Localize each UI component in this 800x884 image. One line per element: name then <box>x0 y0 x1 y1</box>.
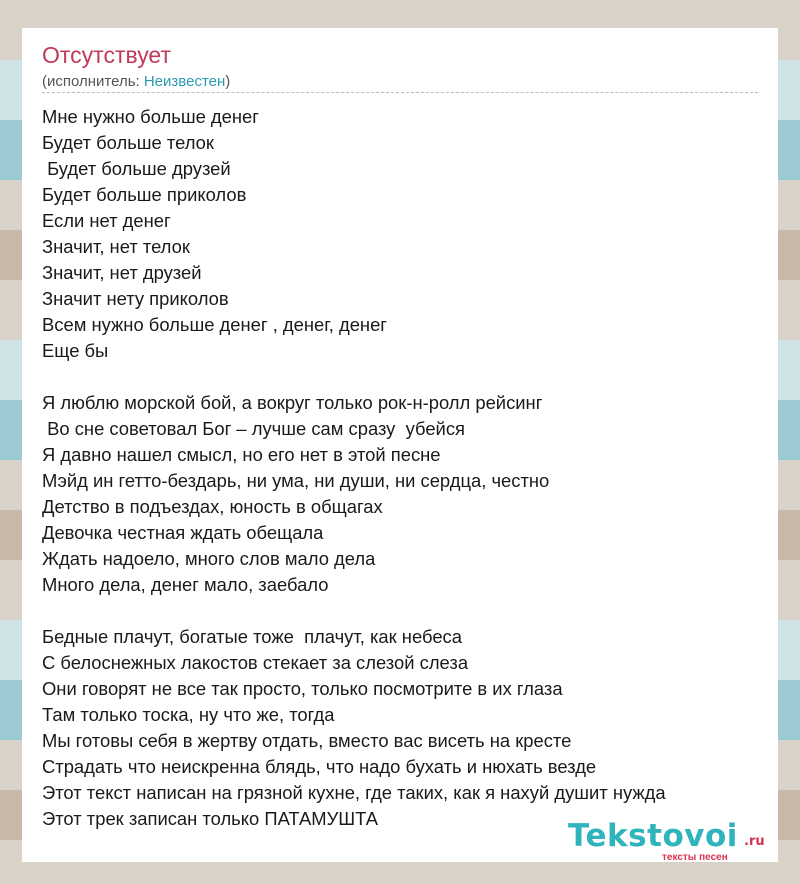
artist-link[interactable]: Неизвестен <box>143 73 226 90</box>
lyrics-line: Этот текст написан на грязной кухне, где таких, как я нахуй душит нужда <box>42 782 666 803</box>
song-title: Отсутствует <box>42 42 171 68</box>
lyrics-line: С белоснежных лакостов стекает за слезой слеза <box>42 652 469 673</box>
lyrics-line: Всем нужно больше денег , денег, денег <box>42 314 388 335</box>
lyrics-line: Ждать надоело, много слов мало дела <box>42 548 376 569</box>
lyrics-line: Мы готовы себя в жертву отдать, вместо вас висеть на кресте <box>42 730 572 751</box>
title-divider <box>42 92 758 93</box>
lyrics-line: Будет больше телок <box>42 132 214 153</box>
lyrics-line: Еще бы <box>42 340 109 361</box>
lyrics-line: Во сне советовал Бог – лучше сам сразу убейся <box>42 418 465 439</box>
lyrics-line: Значит, нет телок <box>42 236 190 257</box>
lyrics-line: Будет больше друзей <box>42 158 231 179</box>
lyrics-line: Бедные плачут, богатые тоже плачут, как небеса <box>42 626 462 647</box>
artist-suffix: ) <box>225 73 231 90</box>
lyrics-line: Этот трек записан только ПАТАМУШТА <box>42 808 379 829</box>
lyrics-line: Девочка честная ждать обещала <box>42 522 324 543</box>
lyrics-line: Детство в подъездах, юность в общагах <box>42 496 383 517</box>
logo-tagline: тексты песен <box>662 852 728 863</box>
lyrics-line: Они говорят не все так просто, только посмотрите в их глаза <box>42 678 563 699</box>
lyrics-stanza <box>42 624 666 832</box>
lyrics-stanza <box>42 104 666 364</box>
lyrics-line: Мэйд ин гетто-бездарь, ни ума, ни души, ни сердца, честно <box>42 470 550 491</box>
lyrics-line: Значит нету приколов <box>42 288 229 309</box>
artist-prefix: (исполнитель: <box>42 73 144 90</box>
lyrics-line: Значит, нет друзей <box>42 262 202 283</box>
lyrics-text <box>42 104 666 858</box>
lyrics-line: Если нет денег <box>42 210 171 231</box>
lyrics-card <box>22 28 778 862</box>
lyrics-line: Будет больше приколов <box>42 184 247 205</box>
lyrics-stanza <box>42 390 666 598</box>
logo-wordmark: Tekstovoi <box>568 818 738 854</box>
lyrics-line: Мне нужно больше денег <box>42 106 259 127</box>
logo-tld: .ru <box>744 834 765 849</box>
lyrics-line: Много дела, денег мало, заебало <box>42 574 329 595</box>
lyrics-line: Страдать что неискренна блядь, что надо бухать и нюхать везде <box>42 756 597 777</box>
site-logo[interactable] <box>568 818 778 862</box>
lyrics-line: Я люблю морской бой, а вокруг только рок-н-ролл рейсинг <box>42 392 543 413</box>
artist-line <box>42 73 230 90</box>
lyrics-line: Я давно нашел смысл, но его нет в этой песне <box>42 444 441 465</box>
lyrics-line: Там только тоска, ну что же, тогда <box>42 704 335 725</box>
